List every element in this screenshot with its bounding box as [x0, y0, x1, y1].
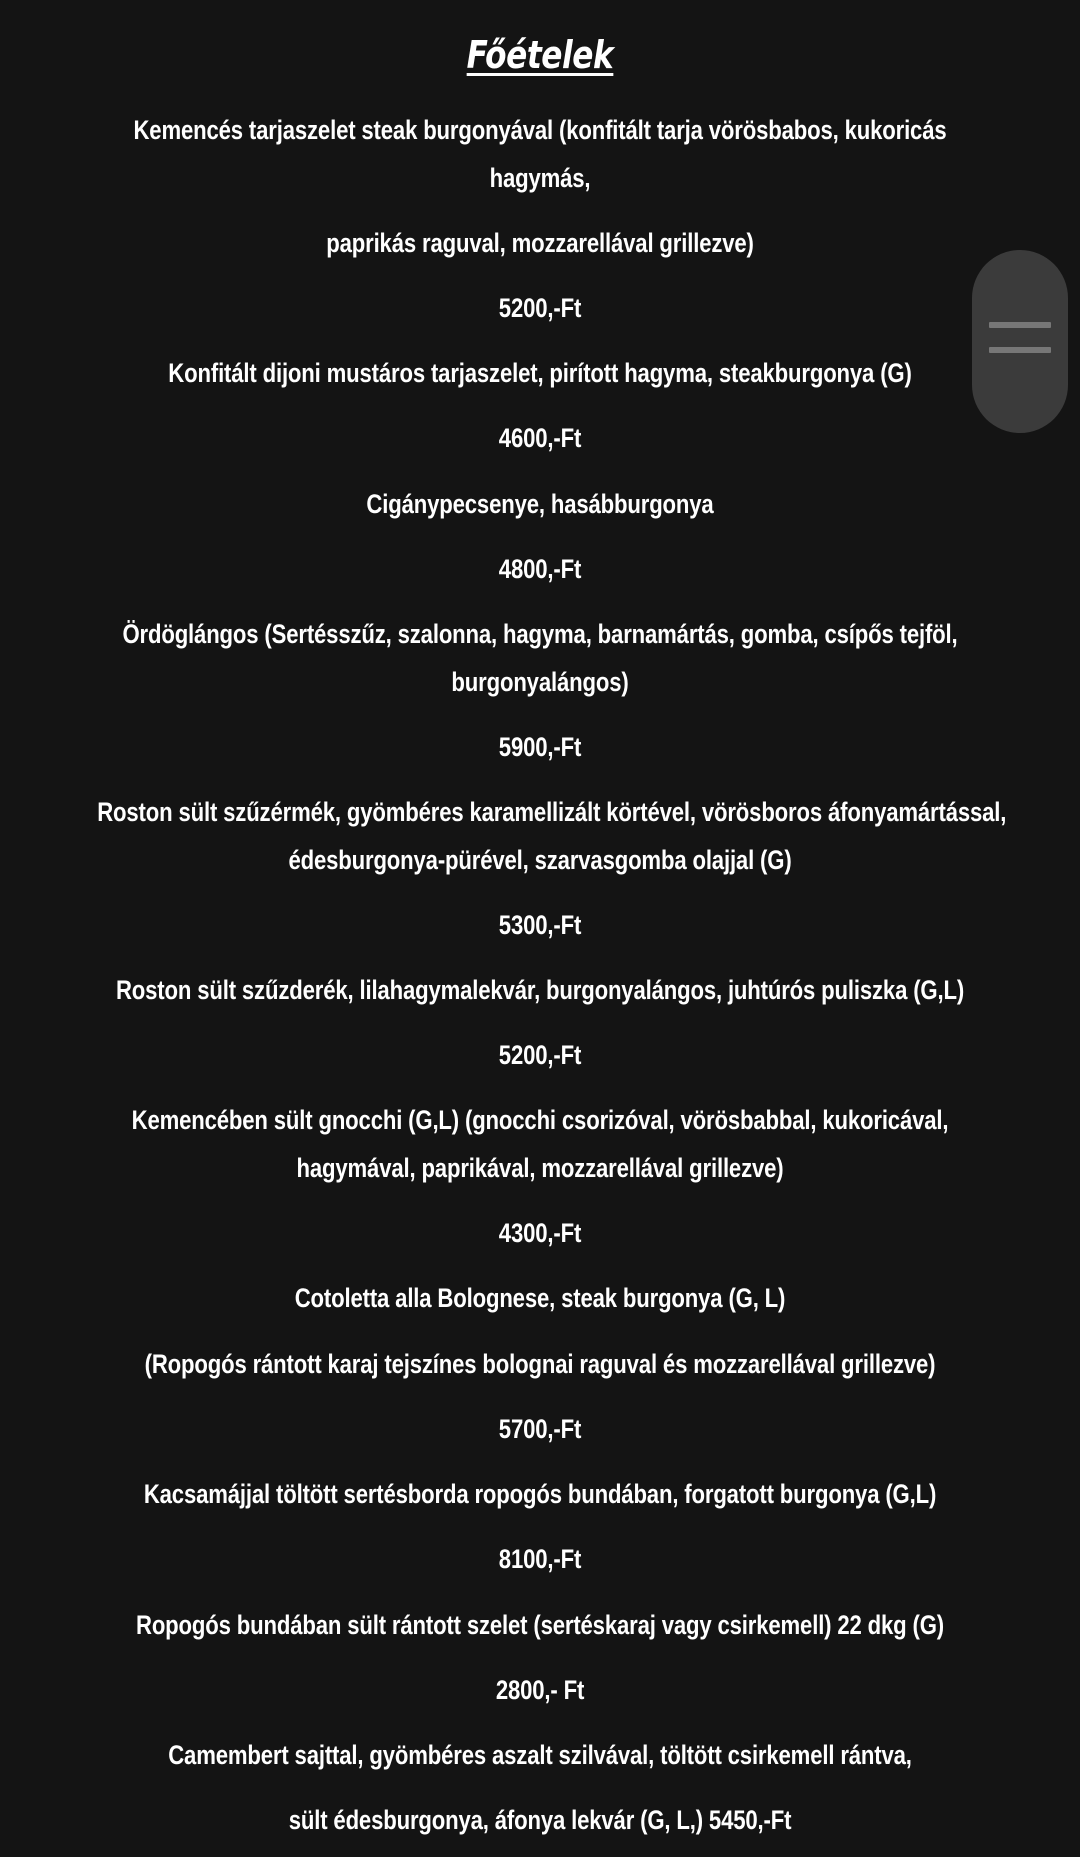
menu-price: 4800,-Ft: [498, 554, 582, 584]
menu-line: Cigánypecsenye, hasábburgonya: [366, 489, 714, 519]
menu-price: 4300,-Ft: [498, 1218, 582, 1248]
menu-price: 5300,-Ft: [498, 910, 582, 940]
menu-price: 4600,-Ft: [498, 423, 582, 453]
menu-price: 8100,-Ft: [498, 1544, 582, 1574]
menu-line: Ördöglángos (Sertésszűz, szalonna, hagyma, barnamártás, gomba, csípős tejföl,: [122, 619, 958, 649]
menu-line: Kemencés tarjaszelet steak burgonyával (konfitált tarja vörösbabos, kukoricás: [133, 115, 947, 145]
menu-price: 2800,- Ft: [495, 1675, 585, 1705]
menu-line: Roston sült szűzérmék, gyömbéres karamellizált körtével, vörösboros áfonyamártással,: [97, 797, 1007, 827]
menu-line: Camembert sajttal, gyömbéres aszalt szilvával, töltött csirkemell rántva,: [168, 1740, 912, 1770]
menu-line: Ropogós bundában sült rántott szelet (sertéskaraj vagy csirkemell) 22 dkg (G): [135, 1610, 945, 1640]
menu-line: (Ropogós rántott karaj tejszínes bolognai raguval és mozzarellával grillezve): [144, 1349, 936, 1379]
menu-line: hagymával, paprikával, mozzarellával grillezve): [296, 1153, 784, 1183]
menu-price: 5200,-Ft: [498, 293, 582, 323]
menu-line: Kacsamájjal töltött sertésborda ropogós bundában, forgatott burgonya (G,L): [143, 1479, 937, 1509]
menu-line: édesburgonya-pürével, szarvasgomba olajjal (G): [288, 845, 792, 875]
menu-line: paprikás raguval, mozzarellával grillezve): [326, 228, 754, 258]
section-title: Főételek: [466, 33, 614, 77]
hamburger-menu-button[interactable]: [972, 250, 1068, 433]
menu-line: hagymás,: [489, 163, 591, 193]
menu-price: 5900,-Ft: [498, 732, 582, 762]
hamburger-bar-top: [989, 322, 1051, 328]
menu-line: Kemencében sült gnocchi (G,L) (gnocchi csorizóval, vörösbabbal, kukoricával,: [131, 1105, 949, 1135]
hamburger-bar-bottom: [989, 347, 1051, 353]
menu-line: Konfitált dijoni mustáros tarjaszelet, pirított hagyma, steakburgonya (G): [168, 358, 912, 388]
menu-price: 5200,-Ft: [498, 1040, 582, 1070]
menu-price: 5700,-Ft: [498, 1414, 582, 1444]
menu-line: burgonyalángos): [451, 667, 629, 697]
menu-line: sült édesburgonya, áfonya lekvár (G, L,) 5450,-Ft: [288, 1805, 792, 1835]
menu-line: Cotoletta alla Bolognese, steak burgonya (G, L): [294, 1283, 786, 1313]
menu-line: Roston sült szűzderék, lilahagymalekvár, burgonyalángos, juhtúrós puliszka (G,L): [115, 975, 965, 1005]
